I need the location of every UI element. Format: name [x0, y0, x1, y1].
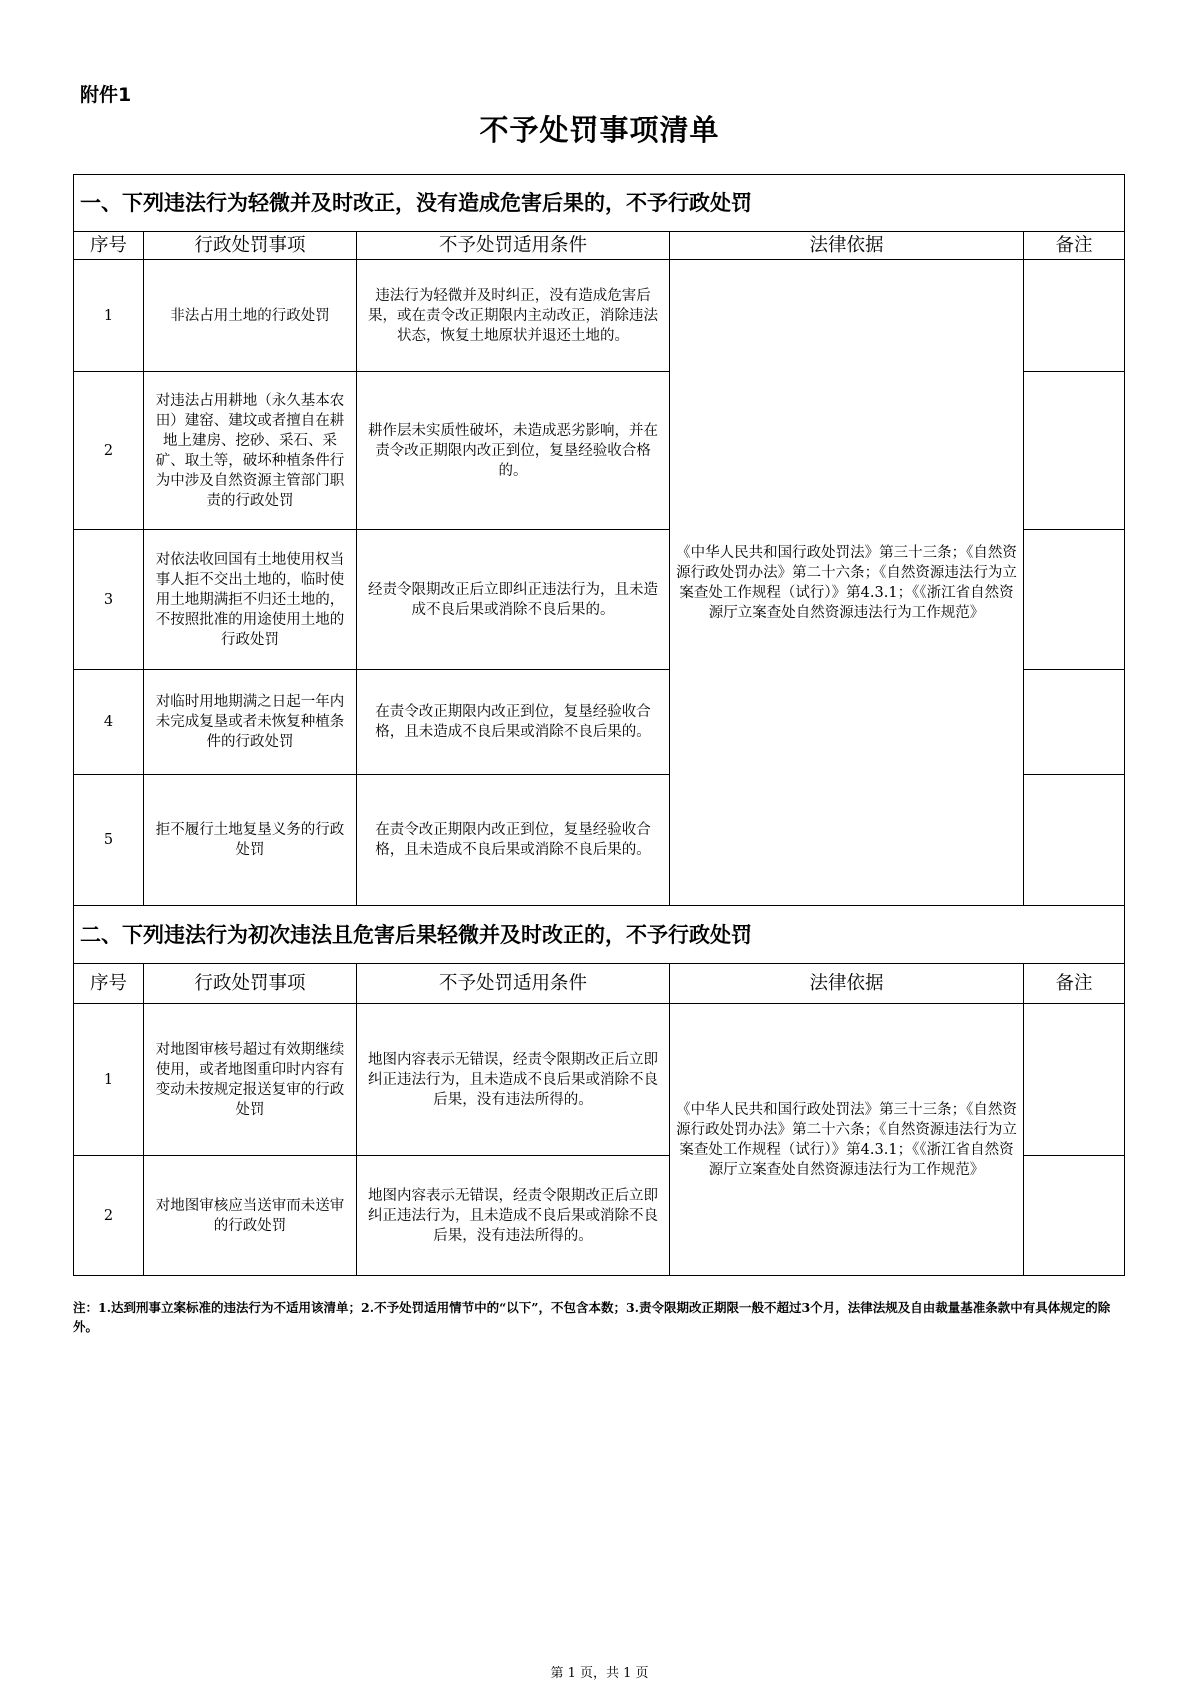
row-condition: 耕作层未实质性破坏，未造成恶劣影响，并在责令改正期限内改正到位，复垦经验收合格的。	[357, 372, 670, 530]
row-no: 1	[74, 1004, 144, 1156]
row-remark	[1024, 530, 1125, 670]
row-item: 对临时用地期满之日起一年内未完成复垦或者未恢复种植条件的行政处罚	[144, 670, 357, 775]
table-row	[74, 1004, 1125, 1156]
row-no: 2	[74, 1156, 144, 1276]
header-no: 序号	[74, 232, 144, 260]
row-no: 5	[74, 775, 144, 906]
section-2-title: 二、下列违法行为初次违法且危害后果轻微并及时改正的，不予行政处罚	[74, 906, 1125, 964]
row-condition: 在责令改正期限内改正到位，复垦经验收合格，且未造成不良后果或消除不良后果的。	[357, 775, 670, 906]
page-number: 第 1 页，共 1 页	[550, 1666, 649, 1681]
row-no: 3	[74, 530, 144, 670]
row-remark	[1024, 1156, 1125, 1276]
row-no: 1	[74, 260, 144, 372]
row-item: 对地图审核应当送审而未送审的行政处罚	[144, 1156, 357, 1276]
section-2-header-row	[74, 964, 1125, 1004]
header-item: 行政处罚事项	[144, 232, 357, 260]
row-item: 非法占用土地的行政处罚	[144, 260, 357, 372]
row-remark	[1024, 260, 1125, 372]
header-basis: 法律依据	[670, 232, 1024, 260]
section-1-legal-basis: 《中华人民共和国行政处罚法》第三十三条；《自然资源行政处罚办法》第二十六条；《自然资源违法行为立案查处工作规程（试行）》第4.3.1；《《浙江省自然资源厅立案查处自然资源违法行为工作规范》	[670, 260, 1024, 906]
page-title: 不予处罚事项清单	[479, 113, 720, 147]
attachment-label: 附件1	[80, 84, 132, 106]
header-no: 序号	[74, 964, 144, 1004]
row-item: 拒不履行土地复垦义务的行政处罚	[144, 775, 357, 906]
section-2-legal-basis: 《中华人民共和国行政处罚法》第三十三条；《自然资源行政处罚办法》第二十六条；《自然资源违法行为立案查处工作规程（试行）》第4.3.1；《《浙江省自然资源厅立案查处自然资源违法行为工作规范》	[670, 1004, 1024, 1276]
row-condition: 地图内容表示无错误，经责令限期改正后立即纠正违法行为，且未造成不良后果或消除不良后果，没有违法所得的。	[357, 1004, 670, 1156]
section-1-title: 一、下列违法行为轻微并及时改正，没有造成危害后果的，不予行政处罚	[74, 175, 1125, 232]
footnote: 注：1.达到刑事立案标准的违法行为不适用该清单；2.不予处罚适用情节中的“以下”，不包含本数；3.责令限期改正期限一般不超过3个月，法律法规及自由裁量基准条款中有具体规定的除外。	[73, 1300, 1111, 1334]
row-remark	[1024, 1004, 1125, 1156]
header-remark: 备注	[1024, 964, 1125, 1004]
row-condition: 经责令限期改正后立即纠正违法行为，且未造成不良后果或消除不良后果的。	[357, 530, 670, 670]
header-remark: 备注	[1024, 232, 1125, 260]
row-item: 对违法占用耕地（永久基本农田）建窑、建坟或者擅自在耕地上建房、挖砂、采石、采矿、取土等，破坏种植条件行为中涉及自然资源主管部门职责的行政处罚	[144, 372, 357, 530]
section-1-title-row	[74, 175, 1125, 232]
row-item: 对依法收回国有土地使用权当事人拒不交出土地的，临时使用土地期满拒不归还土地的，不按照批准的用途使用土地的行政处罚	[144, 530, 357, 670]
row-item: 对地图审核号超过有效期继续使用，或者地图重印时内容有变动未按规定报送复审的行政处罚	[144, 1004, 357, 1156]
row-remark	[1024, 372, 1125, 530]
row-remark	[1024, 775, 1125, 906]
section-1-header-row	[74, 232, 1125, 260]
header-basis: 法律依据	[670, 964, 1024, 1004]
header-condition: 不予处罚适用条件	[357, 964, 670, 1004]
row-condition: 违法行为轻微并及时纠正，没有造成危害后果，或在责令改正期限内主动改正，消除违法状态，恢复土地原状并退还土地的。	[357, 260, 670, 372]
table-row	[74, 260, 1125, 372]
section-2-title-row	[74, 906, 1125, 964]
penalty-exemption-table	[73, 174, 1125, 1276]
header-condition: 不予处罚适用条件	[357, 232, 670, 260]
row-condition: 在责令改正期限内改正到位，复垦经验收合格，且未造成不良后果或消除不良后果的。	[357, 670, 670, 775]
header-item: 行政处罚事项	[144, 964, 357, 1004]
row-no: 4	[74, 670, 144, 775]
row-condition: 地图内容表示无错误，经责令限期改正后立即纠正违法行为，且未造成不良后果或消除不良后果，没有违法所得的。	[357, 1156, 670, 1276]
row-no: 2	[74, 372, 144, 530]
row-remark	[1024, 670, 1125, 775]
